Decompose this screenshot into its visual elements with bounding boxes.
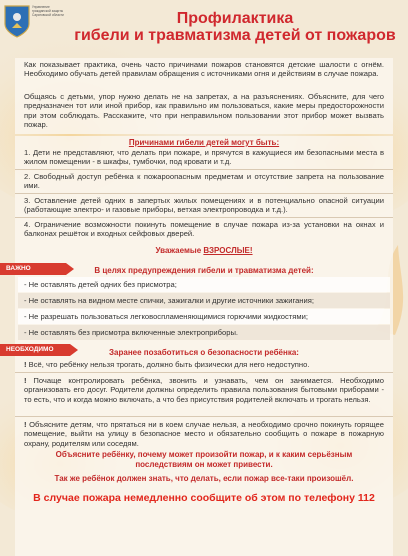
intro-paragraph-2: Общаясь с детьми, упор нужно делать не на запретах, а на разъяснениях. Объясните, для чего предназначен тот или иной прибор, как правильно им пользоваться, какие меры предосторожности при этом соблюдать. Расскажите, что при неправильном пользовании этот прибор может вызвать пожар. <box>24 92 384 130</box>
exclamation-icon: ! <box>24 360 29 369</box>
divider <box>15 217 393 218</box>
necessary-badge: НЕОБХОДИМО <box>0 344 70 356</box>
divider <box>15 169 393 170</box>
necessary-item-2 <box>24 376 384 404</box>
closing-text-1: Объясните ребёнку, почему может произойти пожар, и к каким серьёзным последствиям он может привести. <box>55 450 353 469</box>
necessary-item-3 <box>24 420 384 448</box>
important-item-2: - Не оставлять на видном месте спички, зажигалки и другие источники зажигания; <box>18 293 390 308</box>
necessary-heading: Заранее позаботиться о безопасности ребёнка: <box>109 348 299 357</box>
important-badge: ВАЖНО <box>0 263 66 275</box>
necessary-item-1-text: Всё, что ребёнку нельзя трогать, должно быть физически для него недоступно. <box>28 360 310 369</box>
important-item-4: - Не оставлять без присмотра включенные электроприборы. <box>18 325 390 340</box>
adults-address <box>20 246 388 255</box>
cause-item-1: 1. Дети не представляют, что делать при пожаре, и прячутся в кажущиеся им безопасными места в жилом помещении - в шкафы, тумбочки, под кровати и т.д. <box>24 148 384 167</box>
closing-text-2: Так же ребёнок должен знать, что делать, если пожар все-таки произошёл. <box>54 474 354 483</box>
title-line-2: гибели и травматизма детей от пожаров <box>74 27 396 44</box>
title-line-1: Профилактика <box>176 10 294 27</box>
divider <box>15 416 393 417</box>
necessary-item-1 <box>24 360 384 369</box>
emblem-caption: Управление гражданской защиты Саратовской области <box>32 5 64 17</box>
important-item-1: - Не оставлять детей одних без присмотра; <box>18 277 390 292</box>
important-heading: В целях предупреждения гибели и травматизма детей: <box>94 266 314 275</box>
exclamation-icon: ! <box>24 420 30 429</box>
necessary-item-2-text: Почаще контролировать ребёнка, звонить и узнавать, чем он занимается. Необходимо организовать его досуг. Родители должны определить правила пользования бытовыми приборами - то есть, что и когда можно включать, а что без присутствия родителей включать и трогать нельзя. <box>24 376 384 404</box>
coat-of-arms-icon <box>4 4 30 38</box>
adults-address-prefix: Уважаемые <box>155 246 204 255</box>
exclamation-icon: ! <box>24 376 34 385</box>
adults-address-highlight: ВЗРОСЛЫЕ! <box>203 246 253 255</box>
cause-item-4: 4. Ограничение возможности покинуть помещение в случае пожара из-за установки на окнах и балконах решёток и входных сейфовых дверей. <box>24 220 384 239</box>
intro-paragraph-1: Как показывает практика, очень часто причинами пожаров становятся детские шалости с огнём. Необходимо обучать детей правилам обращения с источниками огня и действиям в случае пожара. <box>24 60 384 79</box>
page-title <box>70 10 400 44</box>
cause-item-2: 2. Свободный доступ ребёнка к пожароопасным предметам и отсутствие запрета на пользование ими. <box>24 172 384 191</box>
divider <box>15 193 393 194</box>
important-item-3: - Не разрешать пользоваться легковоспламеняющимися горючими жидкостями; <box>18 309 390 324</box>
divider <box>15 372 393 373</box>
causes-heading: Причинами гибели детей могут быть: <box>128 138 280 147</box>
cause-item-3: 3. Оставление детей одних в запертых жилых помещениях и в потенциально опасной ситуации (работающие электро- и газовые приборы, ветхая электропроводка и т.д.). <box>24 196 384 215</box>
emergency-phone-footer: В случае пожара немедленно сообщите об этом по телефону 112 <box>33 492 375 504</box>
necessary-item-3-text: Объясните детям, что прятаться ни в коем случае нельзя, а необходимо срочно покинуть горящее помещение, выйти на улицу в безопасное место и обязательно сообщить о пожаре в пожарную охрану, родителям или соседям. <box>24 420 385 448</box>
